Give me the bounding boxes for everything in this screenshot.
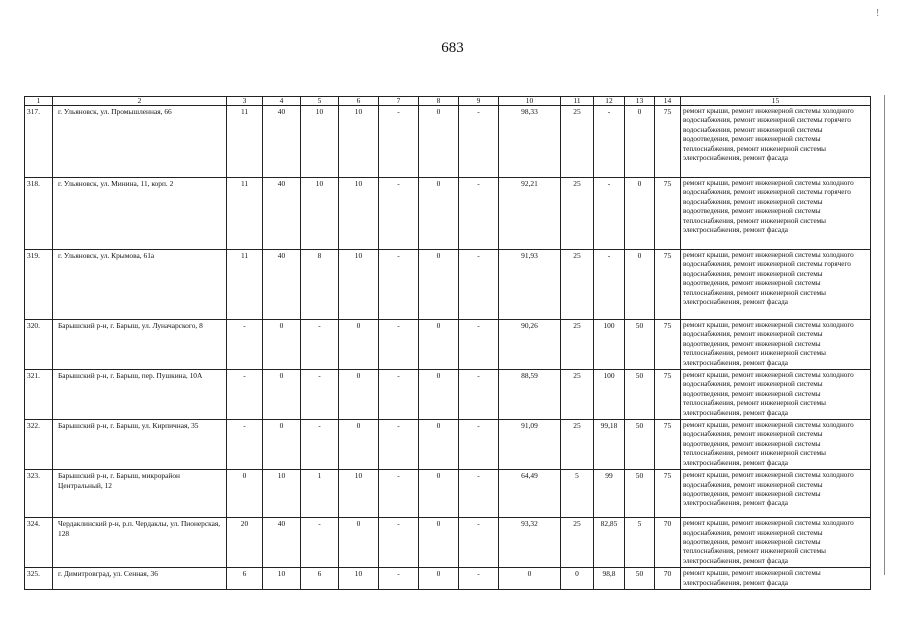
value-cell: - — [459, 518, 499, 568]
value-cell: 0 — [263, 320, 301, 370]
value-cell: 98,8 — [594, 568, 625, 590]
column-number: 6 — [339, 97, 379, 106]
value-cell: 10 — [263, 568, 301, 590]
value-cell: 25 — [561, 518, 594, 568]
page-number: 683 — [441, 40, 464, 56]
value-cell: 0 — [419, 518, 459, 568]
value-cell: 25 — [561, 320, 594, 370]
table-row — [25, 320, 871, 370]
value-cell: 25 — [561, 370, 594, 420]
value-cell: 99,18 — [594, 420, 625, 470]
repair-schedule-table — [24, 96, 871, 590]
column-number: 8 — [419, 97, 459, 106]
row-number: 324. — [25, 518, 53, 568]
address-cell: г. Ульяновск, ул. Минина, 11, корп. 2 — [53, 178, 227, 250]
value-cell: 0 — [625, 250, 655, 320]
value-cell: 0 — [625, 178, 655, 250]
table-row — [25, 178, 871, 250]
value-cell: 75 — [655, 320, 681, 370]
column-number-row — [25, 97, 871, 106]
value-cell: 82,85 — [594, 518, 625, 568]
value-cell: - — [459, 250, 499, 320]
value-cell: 0 — [625, 106, 655, 178]
value-cell: - — [379, 568, 419, 590]
row-number: 323. — [25, 470, 53, 518]
value-cell: - — [379, 178, 419, 250]
value-cell: 11 — [227, 178, 263, 250]
works-list-cell: ремонт крыши, ремонт инженерной системы холодного водоснабжения, ремонт инженерной системы водоотведения, ремонт инженерной системы теплоснабжения, ремонт инженерной системы электроснабжения, ремонт фасада — [681, 370, 871, 420]
row-number: 318. — [25, 178, 53, 250]
value-cell: 50 — [625, 568, 655, 590]
address-cell: Барышский р-н, г. Барыш, ул. Луначарского, 8 — [53, 320, 227, 370]
address-cell: г. Ульяновск, ул. Промышленная, 66 — [53, 106, 227, 178]
value-cell: 75 — [655, 470, 681, 518]
value-cell: - — [379, 106, 419, 178]
row-number: 321. — [25, 370, 53, 420]
works-list-cell: ремонт крыши, ремонт инженерной системы холодного водоснабжения, ремонт инженерной системы горячего водоснабжения, ремонт инженерной системы водоотведения, ремонт инженерной системы теплоснабжения, ремонт инженерной системы электроснабжения, ремонт фасада — [681, 250, 871, 320]
column-number: 4 — [263, 97, 301, 106]
value-cell: 70 — [655, 568, 681, 590]
value-cell: - — [379, 518, 419, 568]
value-cell: 0 — [419, 250, 459, 320]
value-cell: 91,09 — [499, 420, 561, 470]
value-cell: 0 — [339, 518, 379, 568]
value-cell: 91,93 — [499, 250, 561, 320]
table-row — [25, 420, 871, 470]
value-cell: 0 — [419, 178, 459, 250]
value-cell: 0 — [419, 568, 459, 590]
value-cell: 75 — [655, 106, 681, 178]
table-row — [25, 370, 871, 420]
column-number: 3 — [227, 97, 263, 106]
table-row — [25, 470, 871, 518]
address-cell: Чердаклинский р-н, р.п. Чердаклы, ул. Пионерская, 128 — [53, 518, 227, 568]
works-list-cell: ремонт крыши, ремонт инженерной системы холодного водоснабжения, ремонт инженерной системы горячего водоснабжения, ремонт инженерной системы водоотведения, ремонт инженерной системы теплоснабжения, ремонт инженерной системы электроснабжения, ремонт фасада — [681, 106, 871, 178]
value-cell: 8 — [301, 250, 339, 320]
value-cell: 25 — [561, 420, 594, 470]
row-number: 322. — [25, 420, 53, 470]
value-cell: 50 — [625, 420, 655, 470]
column-number: 11 — [561, 97, 594, 106]
value-cell: 1 — [301, 470, 339, 518]
value-cell: 75 — [655, 178, 681, 250]
value-cell: 0 — [339, 320, 379, 370]
row-number: 317. — [25, 106, 53, 178]
value-cell: 100 — [594, 370, 625, 420]
value-cell: - — [301, 370, 339, 420]
value-cell: 100 — [594, 320, 625, 370]
value-cell: 6 — [301, 568, 339, 590]
works-list-cell: ремонт крыши, ремонт инженерной системы холодного водоснабжения, ремонт инженерной системы водоотведения, ремонт инженерной системы теплоснабжения, ремонт инженерной системы электроснабжения, ремонт фасада — [681, 420, 871, 470]
address-cell: г. Димитровград, ул. Сенная, 36 — [53, 568, 227, 590]
value-cell: 70 — [655, 518, 681, 568]
value-cell: 0 — [419, 470, 459, 518]
value-cell: 0 — [561, 568, 594, 590]
value-cell: 25 — [561, 250, 594, 320]
value-cell: - — [459, 370, 499, 420]
value-cell: 0 — [263, 420, 301, 470]
value-cell: 0 — [339, 370, 379, 420]
value-cell: - — [594, 106, 625, 178]
column-number: 5 — [301, 97, 339, 106]
value-cell: 10 — [339, 568, 379, 590]
value-cell: 11 — [227, 106, 263, 178]
value-cell: 50 — [625, 320, 655, 370]
value-cell: 50 — [625, 370, 655, 420]
works-list-cell: ремонт крыши, ремонт инженерной системы электроснабжения, ремонт фасада — [681, 568, 871, 590]
value-cell: 0 — [419, 420, 459, 470]
value-cell: - — [459, 320, 499, 370]
value-cell: - — [379, 470, 419, 518]
value-cell: - — [227, 420, 263, 470]
address-cell: Барышский р-н, г. Барыш, микрорайон Центральный, 12 — [53, 470, 227, 518]
value-cell: 75 — [655, 370, 681, 420]
value-cell: 0 — [339, 420, 379, 470]
value-cell: - — [227, 370, 263, 420]
value-cell: 10 — [301, 106, 339, 178]
value-cell: 75 — [655, 420, 681, 470]
address-cell: Барышский р-н, г. Барыш, пер. Пушкина, 10А — [53, 370, 227, 420]
row-number: 319. — [25, 250, 53, 320]
column-number: 10 — [499, 97, 561, 106]
margin-rule — [884, 95, 885, 575]
table-row — [25, 250, 871, 320]
value-cell: 10 — [339, 470, 379, 518]
value-cell: - — [301, 420, 339, 470]
value-cell: 10 — [339, 250, 379, 320]
value-cell: - — [301, 518, 339, 568]
column-number: 14 — [655, 97, 681, 106]
value-cell: 0 — [263, 370, 301, 420]
value-cell: - — [459, 470, 499, 518]
value-cell: 10 — [301, 178, 339, 250]
value-cell: 93,32 — [499, 518, 561, 568]
value-cell: 10 — [339, 178, 379, 250]
value-cell: 0 — [227, 470, 263, 518]
value-cell: 10 — [263, 470, 301, 518]
column-number: 12 — [594, 97, 625, 106]
column-number: 1 — [25, 97, 53, 106]
value-cell: 0 — [499, 568, 561, 590]
value-cell: 40 — [263, 178, 301, 250]
value-cell: 6 — [227, 568, 263, 590]
value-cell: - — [459, 106, 499, 178]
value-cell: 92,21 — [499, 178, 561, 250]
value-cell: 88,59 — [499, 370, 561, 420]
value-cell: - — [459, 178, 499, 250]
value-cell: 10 — [339, 106, 379, 178]
value-cell: - — [594, 178, 625, 250]
address-cell: г. Ульяновск, ул. Крымова, 61а — [53, 250, 227, 320]
value-cell: - — [379, 320, 419, 370]
value-cell: 0 — [419, 370, 459, 420]
value-cell: 40 — [263, 106, 301, 178]
value-cell: 5 — [561, 470, 594, 518]
works-list-cell: ремонт крыши, ремонт инженерной системы холодного водоснабжения, ремонт инженерной системы водоотведения, ремонт инженерной системы теплоснабжения, ремонт инженерной системы электроснабжения, ремонт фасада — [681, 320, 871, 370]
value-cell: 99 — [594, 470, 625, 518]
corner-mark: ! — [876, 8, 880, 19]
works-list-cell: ремонт крыши, ремонт инженерной системы холодного водоснабжения, ремонт инженерной системы водоотведения, ремонт инженерной системы теплоснабжения, ремонт инженерной системы электроснабжения, ремонт фасада — [681, 518, 871, 568]
column-number: 9 — [459, 97, 499, 106]
table-row — [25, 518, 871, 568]
value-cell: 40 — [263, 250, 301, 320]
value-cell: 0 — [419, 106, 459, 178]
table-row — [25, 106, 871, 178]
column-number: 7 — [379, 97, 419, 106]
value-cell: - — [594, 250, 625, 320]
value-cell: - — [227, 320, 263, 370]
value-cell: 0 — [419, 320, 459, 370]
value-cell: 11 — [227, 250, 263, 320]
value-cell: - — [379, 420, 419, 470]
value-cell: 5 — [625, 518, 655, 568]
value-cell: - — [459, 420, 499, 470]
works-list-cell: ремонт крыши, ремонт инженерной системы холодного водоснабжения, ремонт инженерной системы горячего водоснабжения, ремонт инженерной системы водоотведения, ремонт инженерной системы теплоснабжения, ремонт инженерной системы электроснабжения, ремонт фасада — [681, 178, 871, 250]
column-number: 13 — [625, 97, 655, 106]
table-row — [25, 568, 871, 590]
value-cell: 98,33 — [499, 106, 561, 178]
works-list-cell: ремонт крыши, ремонт инженерной системы холодного водоснабжения, ремонт инженерной системы водоотведения, ремонт инженерной системы электроснабжения, ремонт фасада — [681, 470, 871, 518]
value-cell: 40 — [263, 518, 301, 568]
value-cell: - — [379, 250, 419, 320]
value-cell: - — [379, 370, 419, 420]
row-number: 325. — [25, 568, 53, 590]
column-number: 15 — [681, 97, 871, 106]
row-number: 320. — [25, 320, 53, 370]
value-cell: 25 — [561, 178, 594, 250]
column-number: 2 — [53, 97, 227, 106]
value-cell: 25 — [561, 106, 594, 178]
value-cell: 50 — [625, 470, 655, 518]
value-cell: 90,26 — [499, 320, 561, 370]
value-cell: 20 — [227, 518, 263, 568]
value-cell: - — [459, 568, 499, 590]
value-cell: - — [301, 320, 339, 370]
value-cell: 64,49 — [499, 470, 561, 518]
address-cell: Барышский р-н, г. Барыш, ул. Кирпичная, 35 — [53, 420, 227, 470]
value-cell: 75 — [655, 250, 681, 320]
